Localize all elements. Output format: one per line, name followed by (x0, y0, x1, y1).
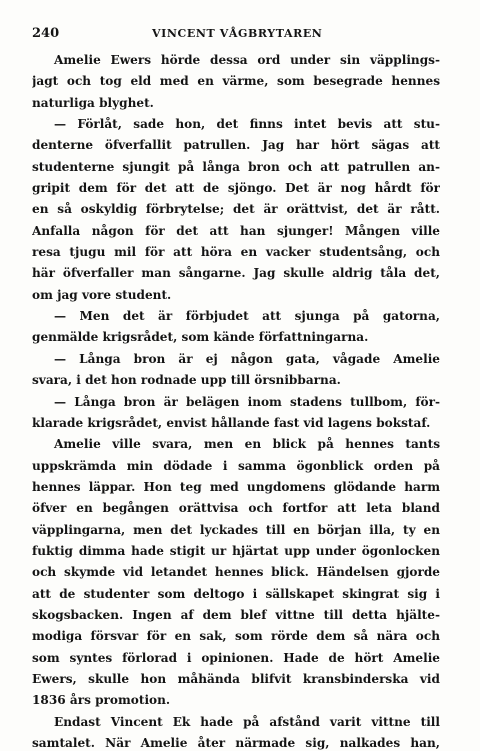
text-line: öfver en begången orättvisa och fortfor att leta bland (32, 501, 440, 516)
text-line: väpplingarna, men det lyckades till en början illa, ty en (32, 522, 440, 537)
text-line: jagt och tog eld med en värme, som besegrade hennes (32, 74, 440, 89)
text-line: gripit dem för det att de sjöngo. Det är nog hårdt för (32, 181, 440, 196)
text-line: som syntes förlorad i opinionen. Hade de hört Amelie (32, 650, 440, 665)
page-number: 240 (32, 26, 60, 41)
text-line: modiga försvar för en sak, som rörde dem så nära och (32, 629, 440, 644)
text-line: klarade krigsrådet, envist hållande fast vid lagens bokstaf. (32, 415, 431, 430)
text-line: naturliga blyghet. (32, 95, 154, 110)
text-line: och skymde vid letandet hennes blick. Händelsen gjorde (32, 565, 440, 580)
text-line: samtalet. När Amelie åter närmade sig, nalkades han, (32, 736, 440, 750)
body-text (32, 50, 440, 754)
text-line: Amelie Ewers hörde dessa ord under sin väpplings- (54, 53, 440, 67)
text-line: — Långa bron är ej någon gata, vågade Amelie (54, 351, 440, 366)
text-line: — Förlåt, sade hon, det finns intet bevis att stu- (54, 117, 440, 132)
text-line: 1836 års promotion. (32, 693, 171, 708)
text-line: Anfalla någon för det att han sjunger! Mången ville (32, 223, 440, 238)
text-line: om jag vore student. (32, 287, 172, 302)
text-line: Amelie ville svara, men en blick på hennes tants (54, 437, 440, 452)
text-line: skogsbacken. Ingen af dem blef vittne till detta hjälte- (32, 607, 440, 622)
text-line: här öfverfaller man sångarne. Jag skulle aldrig tåla det, (32, 266, 440, 281)
running-title: VINCENT VÅGBRYTAREN (152, 27, 323, 40)
text-line: fuktig dimma hade stigit ur hjärtat upp under ögonlocken (32, 543, 440, 558)
text-line: genmälde krigsrådet, som kände författningarna. (32, 330, 369, 345)
text-line: studenterne sjungit på långa bron och att patrullen an- (32, 159, 440, 174)
text-line: svara, i det hon rodnade upp till örsnibbarna. (32, 373, 341, 388)
text-line: Endast Vincent Ek hade på afstånd varit vittne till (54, 714, 440, 729)
text-line: uppskrämda min dödade i samma ögonblick orden på (32, 458, 440, 473)
text-line: Ewers, skulle hon måhända blifvit kransbinderska vid (32, 671, 440, 686)
text-line: hennes läppar. Hon teg med ungdomens glödande harm (32, 479, 440, 494)
text-line: — Men det är förbjudet att sjunga på gatorna, (54, 309, 440, 324)
text-line: denterne öfverfallit patrullen. Jag har hört sägas att (32, 138, 440, 153)
text-line: en så oskyldig förbrytelse; det är orättvist, det är rått. (32, 202, 440, 217)
page-header (32, 26, 440, 44)
text-line: att de studenter som deltogo i sällskapet skingrat sig i (32, 586, 440, 601)
text-line: resa tjugu mil för att höra en vacker studentsång, och (32, 245, 440, 260)
text-line: — Långa bron är belägen inom stadens tullbom, för- (54, 394, 440, 409)
